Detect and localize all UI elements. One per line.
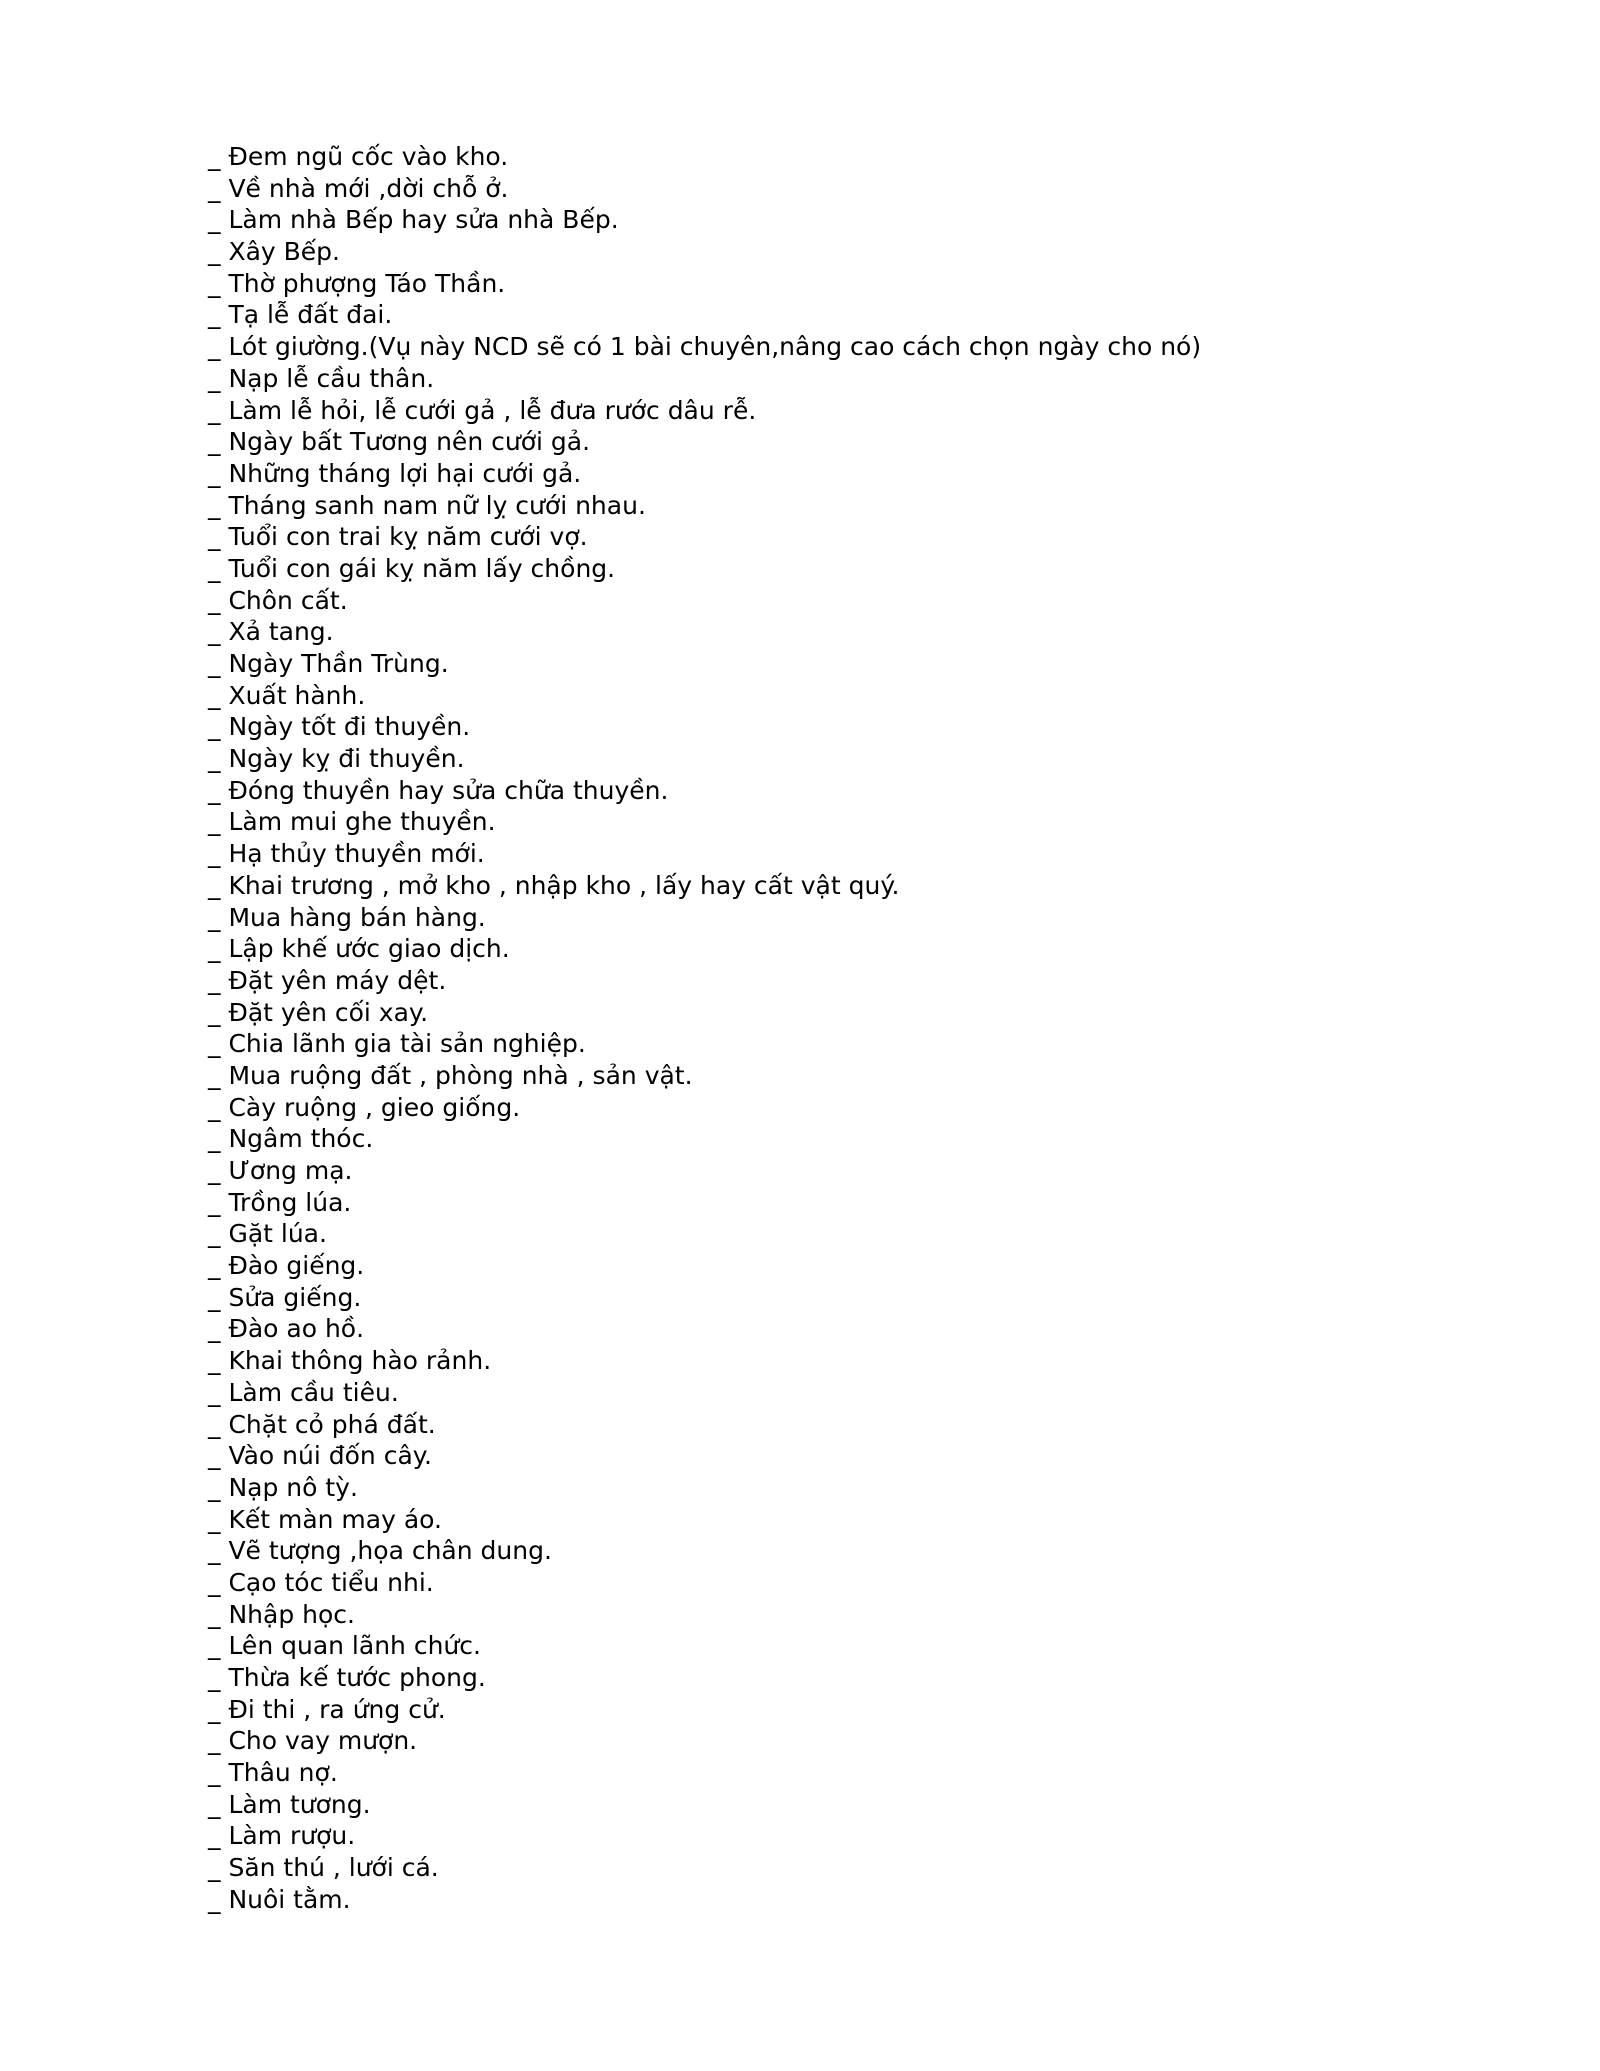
list-item: _ Nạp nô tỳ. [208, 1472, 358, 1502]
list-item: _ Đặt yên máy dệt. [208, 965, 447, 995]
list-item: _ Thâu nợ. [208, 1758, 338, 1788]
list-item: _ Ngâm thóc. [208, 1124, 374, 1154]
list-item: _ Cạo tóc tiểu nhi. [208, 1567, 434, 1597]
list-item: _ Tuổi con trai kỵ năm cưới vợ. [208, 522, 588, 552]
list-item: _ Xây Bếp. [208, 237, 340, 267]
list-item: _ Làm rượu. [208, 1821, 356, 1851]
list-item: _ Nuôi tằm. [208, 1884, 351, 1914]
list-item: _ Trồng lúa. [208, 1187, 352, 1217]
list-item: _ Mua hàng bán hàng. [208, 902, 486, 932]
list-item: _ Khai thông hào rảnh. [208, 1346, 492, 1376]
list-item: _ Thờ phượng Táo Thần. [208, 268, 506, 298]
list-item: _ Lập khế ước giao dịch. [208, 934, 510, 964]
list-item: _ Tháng sanh nam nữ lỵ cưới nhau. [208, 490, 646, 520]
list-item: _ Đem ngũ cốc vào kho. [208, 142, 509, 171]
list-item: _ Tạ lễ đất đai. [208, 300, 393, 330]
list-item: _ Cày ruộng , gieo giống. [208, 1092, 521, 1122]
list-item: _ Làm lễ hỏi, lễ cưới gả , lễ đưa rước dâu rễ. [208, 395, 757, 425]
list-item: _ Chia lãnh gia tài sản nghiệp. [208, 1029, 586, 1059]
list-item: _ Ngày kỵ đi thuyền. [208, 744, 465, 774]
list-item: _ Chôn cất. [208, 585, 348, 615]
item-list [208, 141, 1201, 1916]
list-item: _ Nạp lễ cầu thân. [208, 363, 435, 393]
list-item: _ Lên quan lãnh chức. [208, 1631, 481, 1661]
list-item: _ Về nhà mới ,dời chỗ ở. [208, 173, 509, 203]
list-item: _ Tuổi con gái kỵ năm lấy chồng. [208, 553, 616, 583]
list-item: _ Ngày tốt đi thuyền. [208, 712, 471, 742]
list-item: _ Làm tương. [208, 1789, 371, 1819]
list-item: _ Đào ao hồ. [208, 1314, 365, 1344]
list-item: _ Hạ thủy thuyền mới. [208, 839, 485, 869]
list-item: _ Nhập học. [208, 1599, 355, 1629]
list-item: _ Đào giếng. [208, 1251, 365, 1281]
list-item: _ Lót giường.(Vụ này NCD sẽ có 1 bài chuyên,nâng cao cách chọn ngày cho nó) [208, 332, 1202, 362]
list-item: _ Xuất hành. [208, 680, 366, 710]
list-item: _ Vẽ tượng ,họa chân dung. [208, 1536, 552, 1566]
list-item: _ Làm cầu tiêu. [208, 1377, 399, 1407]
list-item: _ Đi thi , ra ứng cử. [208, 1694, 446, 1724]
list-item: _ Ngày Thần Trùng. [208, 649, 449, 678]
list-item: _ Làm mui ghe thuyền. [208, 807, 496, 837]
list-item: _ Thừa kế tước phong. [208, 1663, 486, 1692]
list-item: _ Sửa giếng. [208, 1282, 362, 1312]
list-item: _ Cho vay mượn. [208, 1726, 418, 1756]
list-item: _ Vào núi đốn cây. [208, 1441, 432, 1471]
list-item: _ Khai trương , mở kho , nhập kho , lấy hay cất vật quý. [208, 870, 900, 900]
list-item: _ Chặt cỏ phá đất. [208, 1409, 436, 1439]
list-item: _ Ngày bất Tương nên cưới gả. [208, 427, 591, 457]
list-item: _ Những tháng lợi hại cưới gả. [208, 458, 582, 488]
list-item: _ Ương mạ. [208, 1156, 353, 1185]
list-item: _ Xả tang. [208, 617, 334, 647]
list-item: _ Đóng thuyền hay sửa chữa thuyền. [208, 775, 669, 805]
list-item: _ Gặt lúa. [208, 1219, 327, 1249]
list-item: _ Đặt yên cối xay. [208, 997, 429, 1027]
list-item: _ Săn thú , lưới cá. [208, 1853, 439, 1883]
list-item: _ Mua ruộng đất , phòng nhà , sản vật. [208, 1060, 693, 1090]
list-item: _ Kết màn may áo. [208, 1504, 442, 1534]
list-item: _ Làm nhà Bếp hay sửa nhà Bếp. [208, 205, 619, 235]
